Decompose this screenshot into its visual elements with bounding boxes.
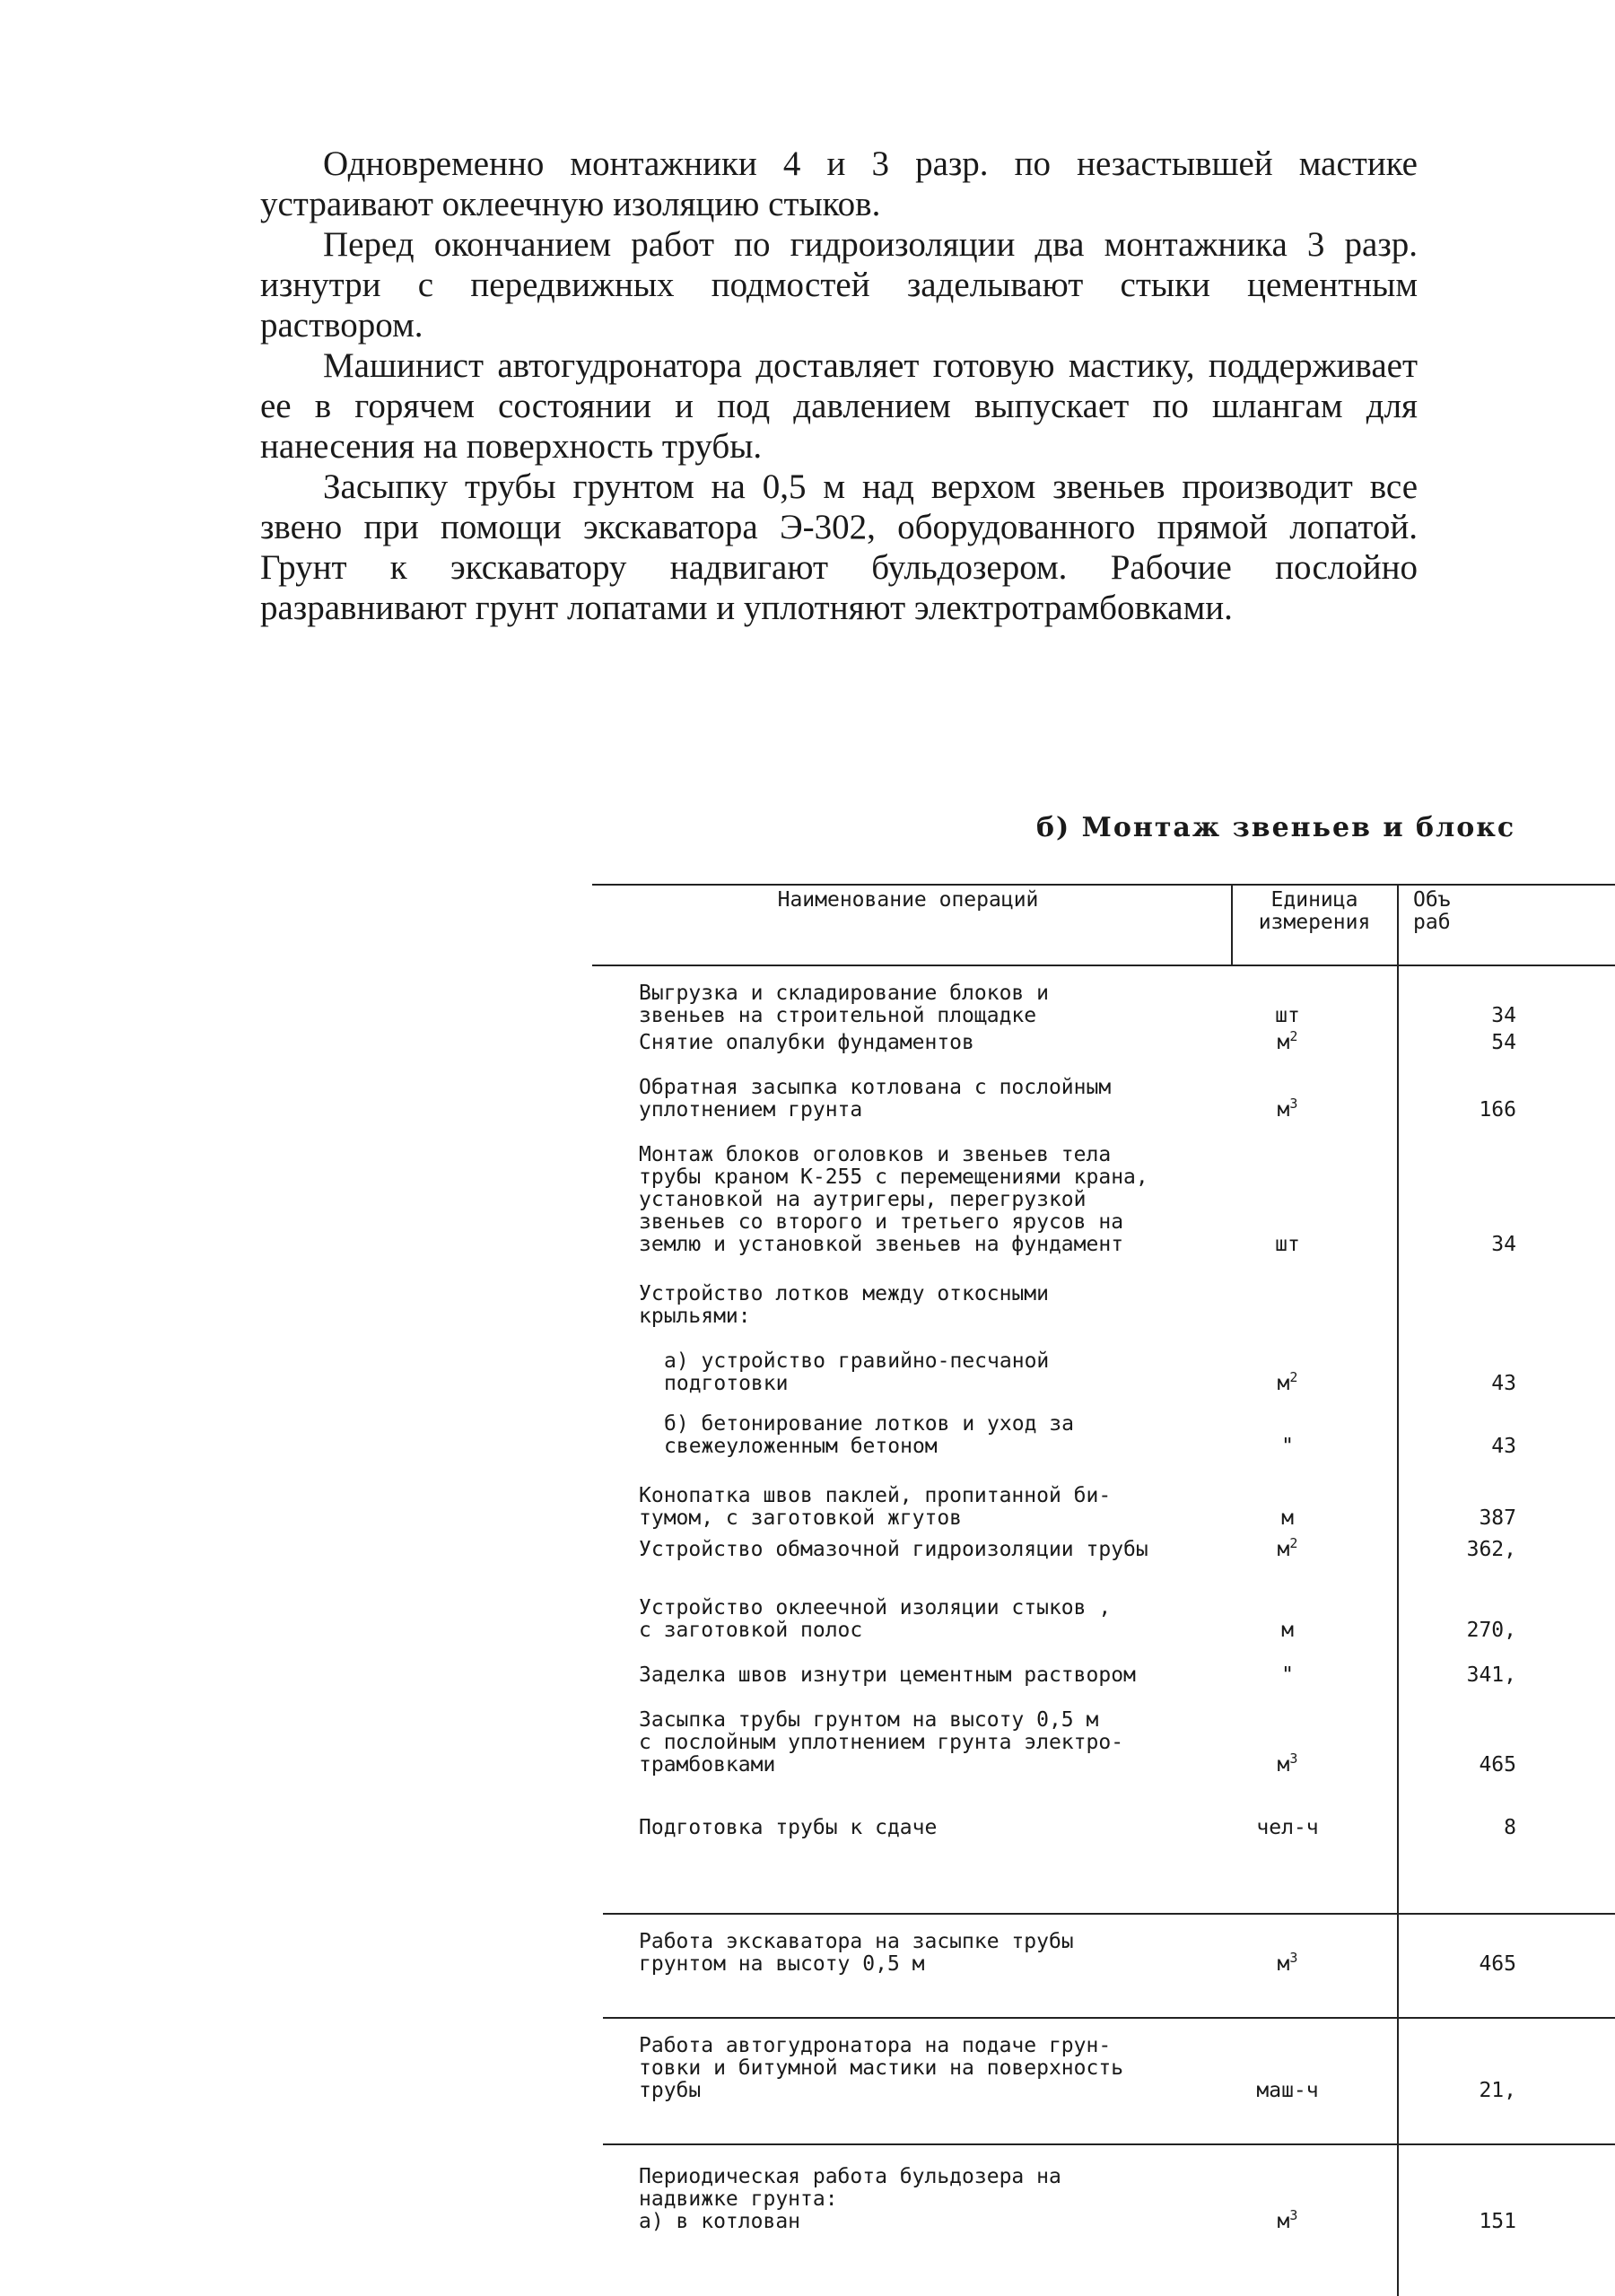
operation-name	[639, 1664, 1267, 1687]
unit-cell	[1238, 1234, 1337, 1256]
unit-value: м	[1277, 1372, 1290, 1395]
unit-value: чел-ч	[1256, 1816, 1319, 1839]
unit-exponent: 3	[1289, 2207, 1298, 2223]
operation-name-line: Работа автогудронатора на подаче грун-	[639, 2034, 1112, 2057]
paragraph: Перед окончанием работ по гидроизоляции два монтажника 3 разр. изнутри с передвижных подмостей заделывают стыки цементным раствором.	[260, 225, 1418, 345]
section-rule	[603, 2017, 1615, 2019]
operation-name-line: Монтаж блоков оголовков и звеньев тела	[639, 1143, 1112, 1166]
unit-exponent: 3	[1289, 1950, 1298, 1966]
operation-name	[639, 2035, 1267, 2102]
body-text	[260, 144, 1418, 628]
unit-value: маш-ч	[1256, 2079, 1319, 2102]
operation-name-line: Обратная засыпка котлована с послойным	[639, 1076, 1112, 1099]
unit-cell	[1238, 1664, 1337, 1687]
unit-cell	[1238, 2207, 1337, 2235]
operation-name-line: надвижке грунта:	[639, 2187, 838, 2211]
header-volume	[1402, 889, 1494, 934]
volume-cell: 341,	[1466, 1663, 1516, 1687]
unit-value: "	[1281, 1435, 1294, 1458]
paragraph: Машинист автогудронатора доставляет готовую мастику, поддерживает ее в горячем состоянии и под давлением выпускает по шлангам для нанесения на поверхность трубы.	[260, 346, 1418, 466]
unit-cell	[1238, 1369, 1337, 1397]
operation-name-line: а) устройство гравийно-песчаной	[664, 1349, 1050, 1373]
header-unit	[1235, 889, 1394, 934]
operation-name	[639, 1539, 1267, 1561]
operation-name	[639, 1709, 1267, 1777]
volume-cell: 43	[1491, 1435, 1516, 1458]
volume-cell: 8	[1504, 1816, 1516, 1839]
operation-name-line: уплотнением грунта	[639, 1098, 863, 1122]
table-top-rule	[592, 884, 1615, 886]
unit-value: м	[1277, 1952, 1290, 1976]
operation-name-line: Выгрузка и складирование блоков и	[639, 982, 1049, 1005]
unit-cell	[1238, 1005, 1337, 1027]
operation-name-line: Заделка швов изнутри цементным раствором	[639, 1663, 1136, 1687]
unit-cell	[1238, 2080, 1337, 2102]
operation-name	[639, 2166, 1267, 2233]
operation-name	[639, 1283, 1267, 1328]
unit-exponent: 2	[1289, 1028, 1298, 1044]
volume-cell: 34	[1491, 1004, 1516, 1027]
operation-name	[639, 982, 1267, 1027]
unit-value: "	[1281, 1663, 1294, 1687]
volume-cell: 151	[1479, 2210, 1516, 2233]
operation-name-line: трубы	[639, 2079, 702, 2102]
header-volume-line: раб	[1413, 911, 1451, 934]
header-unit-line: Единица	[1270, 888, 1358, 912]
unit-cell	[1238, 1507, 1337, 1530]
operation-name-line: трубы краном К-255 с перемещениями крана,	[639, 1165, 1148, 1189]
unit-value: м	[1277, 1031, 1290, 1054]
operation-name-line: установкой на аутригеры, перегрузкой	[639, 1188, 1087, 1211]
header-unit-line: измерения	[1258, 911, 1371, 934]
operation-name-line: свежеуложенным бетоном	[664, 1435, 938, 1458]
operation-name-line: Периодическая работа бульдозера на	[639, 2165, 1061, 2188]
unit-exponent: 3	[1289, 1096, 1298, 1112]
operation-name-line: с заготовкой полос	[639, 1619, 863, 1642]
volume-cell: 465	[1479, 1753, 1516, 1777]
operation-name-line: Подготовка трубы к сдаче	[639, 1816, 938, 1839]
unit-value: м	[1277, 1538, 1290, 1561]
unit-value: м	[1281, 1619, 1294, 1642]
operations-table	[592, 884, 1615, 2296]
section-rule	[603, 2143, 1615, 2145]
unit-cell	[1238, 1028, 1337, 1056]
volume-cell: 166	[1479, 1098, 1516, 1122]
unit-value: м	[1277, 1753, 1290, 1777]
unit-value: шт	[1275, 1233, 1300, 1256]
operation-name	[639, 1032, 1267, 1054]
unit-cell	[1238, 1750, 1337, 1778]
operation-name-line: Конопатка швов паклей, пропитанной би-	[639, 1484, 1112, 1507]
volume-cell: 43	[1491, 1372, 1516, 1395]
operation-name	[664, 1413, 1292, 1458]
operation-name	[639, 1597, 1267, 1642]
operation-name-line: звеньев на строительной площадке	[639, 1004, 1037, 1027]
operation-name	[639, 1077, 1267, 1122]
section-rule	[603, 1913, 1615, 1915]
paragraph: Одновременно монтажники 4 и 3 разр. по незастывшей мастике устраивают оклеечную изоляцию стыков.	[260, 144, 1418, 223]
operation-name-line: Устройство лотков между откосными	[639, 1282, 1049, 1305]
volume-cell: 362,	[1466, 1538, 1516, 1561]
unit-value: м	[1277, 2210, 1290, 2233]
operation-name-line: Устройство обмазочной гидроизоляции трубы	[639, 1538, 1148, 1561]
column-divider	[1231, 884, 1233, 966]
paragraph: Засыпку трубы грунтом на 0,5 м над верхом звеньев производит все звено при помощи экскаватора Э-302, оборудованного прямой лопатой. Грунт к экскаватору надвигают бульдозером. Рабочие послойно разравнивают грунт лопатами и уплотняют электротрамбовками.	[260, 467, 1418, 627]
operation-name-line: землю и установкой звеньев на фундамент	[639, 1233, 1124, 1256]
unit-value: м	[1277, 1098, 1290, 1122]
volume-cell: 34	[1491, 1233, 1516, 1256]
column-divider	[1397, 884, 1399, 2296]
unit-value: шт	[1275, 1004, 1300, 1027]
unit-value: м	[1281, 1506, 1294, 1530]
operation-name-line: Работа экскаватора на засыпке трубы	[639, 1930, 1074, 1953]
header-volume-line: Объ	[1413, 888, 1451, 912]
volume-cell: 270,	[1466, 1619, 1516, 1642]
section-title: б) Монтаж звеньев и блокс	[1036, 812, 1516, 843]
unit-cell	[1238, 1817, 1337, 1839]
unit-cell	[1238, 1950, 1337, 1977]
volume-cell: 21,	[1479, 2079, 1516, 2102]
operation-name	[639, 1144, 1267, 1256]
operation-name-line: Устройство оклеечной изоляции стыков ,	[639, 1596, 1112, 1619]
operation-name	[639, 1485, 1267, 1530]
operation-name-line: крыльями:	[639, 1305, 751, 1328]
operation-name	[664, 1350, 1292, 1395]
operation-name-line: с послойным уплотнением грунта электро-	[639, 1731, 1124, 1754]
unit-exponent: 3	[1289, 1750, 1298, 1767]
operation-name-line: подготовки	[664, 1372, 789, 1395]
operation-name-line: звеньев со второго и третьего ярусов на	[639, 1210, 1124, 1234]
operation-name-line: трамбовками	[639, 1753, 776, 1777]
unit-cell	[1238, 1535, 1337, 1563]
operation-name-line: товки и битумной мастики на поверхность	[639, 2056, 1124, 2080]
operation-name-line: Снятие опалубки фундаментов	[639, 1031, 974, 1054]
operation-name-line: грунтом на высоту 0,5 м	[639, 1952, 925, 1976]
volume-cell: 387	[1479, 1506, 1516, 1530]
unit-cell	[1238, 1436, 1337, 1458]
volume-cell: 465	[1479, 1952, 1516, 1976]
volume-cell: 54	[1491, 1031, 1516, 1054]
unit-cell	[1238, 1619, 1337, 1642]
unit-exponent: 2	[1289, 1369, 1298, 1385]
operation-name-line: а) в котлован	[639, 2210, 801, 2233]
operation-name	[639, 1817, 1267, 1839]
unit-cell	[1238, 1096, 1337, 1123]
operation-name	[639, 1931, 1267, 1976]
operation-name-line: б) бетонирование лотков и уход за	[664, 1412, 1074, 1436]
unit-exponent: 2	[1289, 1535, 1298, 1551]
operation-name-line: Засыпка трубы грунтом на высоту 0,5 м	[639, 1708, 1099, 1732]
header-name: Наименование операций	[777, 888, 1039, 912]
operation-name-line: тумом, с заготовкой жгутов	[639, 1506, 963, 1530]
table-header-rule	[592, 965, 1615, 966]
